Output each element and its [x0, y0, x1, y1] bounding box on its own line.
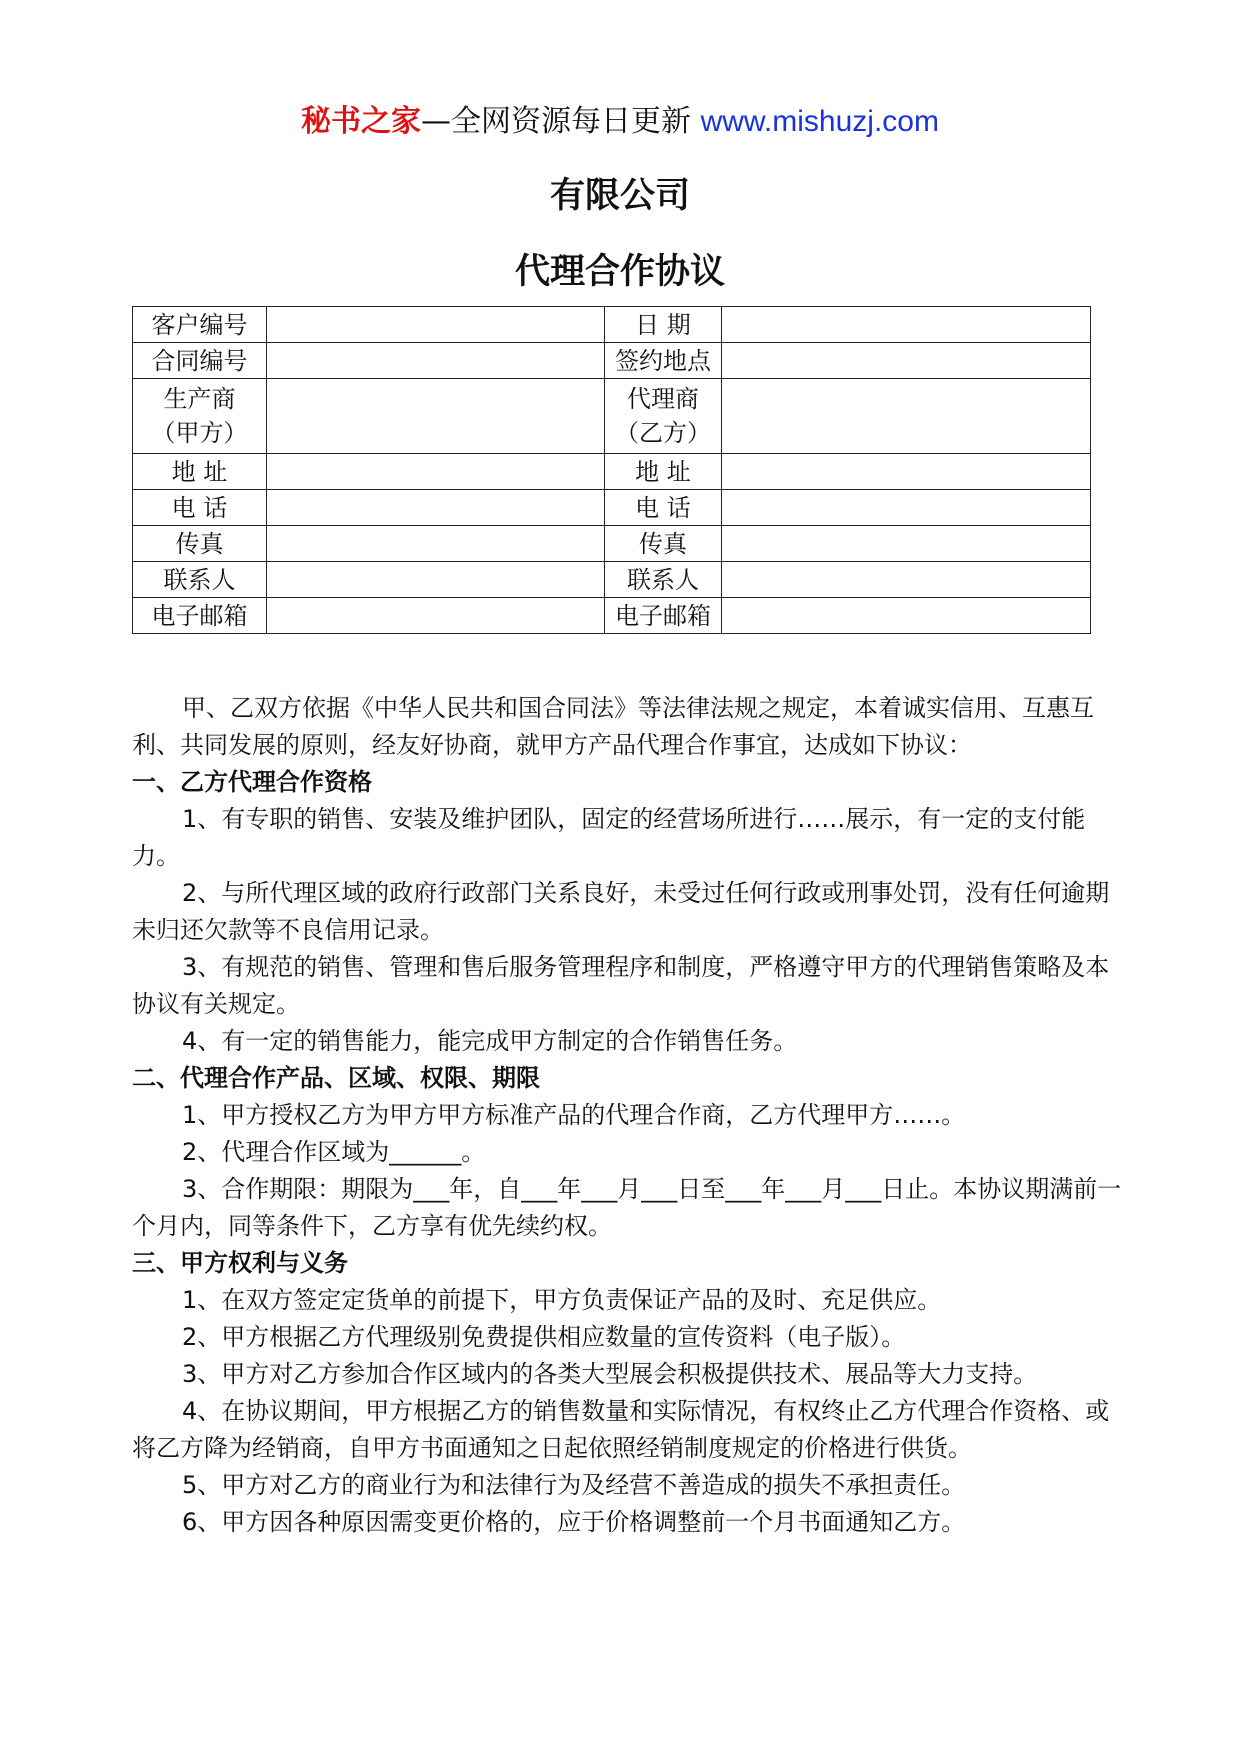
label-address-a: 地 址 [133, 454, 267, 490]
label-contact-b: 联系人 [605, 562, 722, 598]
value-contract-no[interactable] [267, 343, 605, 379]
clause-3-2: 2、甲方根据乙方代理级别免费提供相应数量的宣传资料（电子版）。 [182, 1323, 906, 1351]
value-contact-a[interactable] [267, 562, 605, 598]
clause-3-4: 4、在协议期间，甲方根据乙方的销售数量和实际情况，有权终止乙方代理合作资格、或将乙方降为经销商，自甲方书面通知之日起依照经销制度规定的价格进行供货。 [132, 1397, 1110, 1462]
label-customer-no: 客户编号 [133, 307, 267, 343]
label-fax-a: 传真 [133, 526, 267, 562]
label-email-b: 电子邮箱 [605, 598, 722, 634]
value-agent[interactable] [722, 379, 1091, 454]
brand-name: 秘书之家 [301, 104, 422, 139]
clause-3-5: 5、甲方对乙方的商业行为和法律行为及经营不善造成的损失不承担责任。 [182, 1471, 966, 1499]
table-row [133, 562, 1091, 598]
value-sign-place[interactable] [722, 343, 1091, 379]
clause-1-2: 2、与所代理区域的政府行政部门关系良好，未受过任何行政或刑事处罚，没有任何逾期未归还欠款等不良信用记录。 [132, 879, 1110, 944]
table-row [133, 526, 1091, 562]
clause-3-3: 3、甲方对乙方参加合作区域内的各类大型展会积极提供技术、展品等大力支持。 [182, 1360, 1038, 1388]
label-manufacturer-line2: （甲方） [151, 419, 248, 447]
clause-1-1: 1、有专职的销售、安装及维护团队，固定的经营场所进行……展示，有一定的支付能力。 [132, 805, 1086, 870]
label-contract-no: 合同编号 [133, 343, 267, 379]
label-fax-b: 传真 [605, 526, 722, 562]
value-fax-a[interactable] [267, 526, 605, 562]
value-fax-b[interactable] [722, 526, 1091, 562]
value-address-b[interactable] [722, 454, 1091, 490]
section-heading-1: 一、乙方代理合作资格 [132, 768, 372, 796]
value-customer-no[interactable] [267, 307, 605, 343]
value-phone-b[interactable] [722, 490, 1091, 526]
section-heading-2: 二、代理合作产品、区域、权限、期限 [132, 1064, 540, 1092]
label-agent [605, 379, 722, 454]
value-email-a[interactable] [267, 598, 605, 634]
agreement-body [132, 690, 1122, 1541]
clause-2-2: 2、代理合作区域为______。 [182, 1138, 486, 1166]
value-date[interactable] [722, 307, 1091, 343]
label-manufacturer-line1: 生产商 [163, 385, 236, 413]
label-email-a: 电子邮箱 [133, 598, 267, 634]
table-row [133, 490, 1091, 526]
clause-1-3: 3、有规范的销售、管理和售后服务管理程序和制度，严格遵守甲方的代理销售策略及本协议有关规定。 [132, 953, 1110, 1018]
section-heading-3: 三、甲方权利与义务 [132, 1249, 348, 1277]
label-agent-line2: （乙方） [615, 419, 711, 447]
document-title: 代理合作协议 [514, 252, 725, 292]
table-row [133, 343, 1091, 379]
company-title: 有限公司 [549, 176, 690, 216]
banner-slogan: —全网资源每日更新 [421, 104, 701, 139]
clause-2-3: 3、合作期限：期限为___年，自___年___月___日至___年___月___日止。本协议期满前一个月内，同等条件下，乙方享有优先续约权。 [132, 1175, 1122, 1240]
clause-1-4: 4、有一定的销售能力，能完成甲方制定的合作销售任务。 [182, 1027, 798, 1055]
clause-3-6: 6、甲方因各种原因需变更价格的，应于价格调整前一个月书面通知乙方。 [182, 1508, 966, 1536]
value-phone-a[interactable] [267, 490, 605, 526]
label-contact-a: 联系人 [133, 562, 267, 598]
value-contact-b[interactable] [722, 562, 1091, 598]
label-phone-a: 电 话 [133, 490, 267, 526]
table-row [133, 307, 1091, 343]
value-address-a[interactable] [267, 454, 605, 490]
clause-3-1: 1、在双方签定定货单的前提下，甲方负责保证产品的及时、充足供应。 [182, 1286, 942, 1314]
site-url-link[interactable]: www.mishuzj.com [700, 105, 939, 138]
intro-paragraph: 甲、乙双方依据《中华人民共和国合同法》等法律法规之规定，本着诚实信用、互惠互利、共同发展的原则，经友好协商，就甲方产品代理合作事宜，达成如下协议： [132, 694, 1094, 759]
site-banner [0, 102, 1240, 142]
value-manufacturer[interactable] [267, 379, 605, 454]
table-row [133, 598, 1091, 634]
party-info-table [132, 306, 1091, 634]
label-sign-place: 签约地点 [605, 343, 722, 379]
table-row [133, 454, 1091, 490]
table-row [133, 379, 1091, 454]
label-manufacturer [133, 379, 267, 454]
label-agent-line1: 代理商 [627, 385, 699, 413]
label-date: 日 期 [605, 307, 722, 343]
label-phone-b: 电 话 [605, 490, 722, 526]
label-address-b: 地 址 [605, 454, 722, 490]
value-email-b[interactable] [722, 598, 1091, 634]
clause-2-1: 1、甲方授权乙方为甲方甲方标准产品的代理合作商，乙方代理甲方……。 [182, 1101, 966, 1129]
